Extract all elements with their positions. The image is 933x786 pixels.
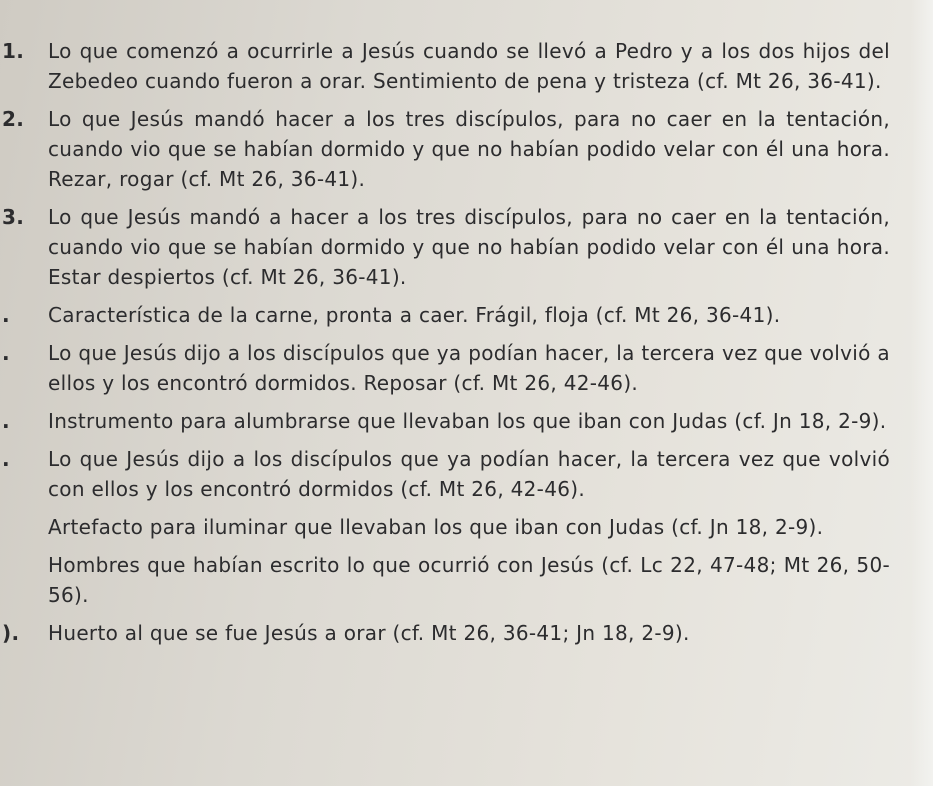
clue-text: Artefacto para iluminar que llevaban los que iban con Judas (cf. Jn 18, 2-9). — [48, 515, 824, 539]
clue-number: ). — [2, 621, 20, 645]
clue-number: . — [2, 447, 10, 471]
clue-item-9 — [0, 550, 890, 610]
clue-item-10 — [0, 618, 890, 648]
clue-item-8 — [0, 512, 890, 542]
clue-item-6 — [0, 406, 890, 436]
clue-text: Instrumento para alumbrarse que llevaban los que iban con Judas (cf. Jn 18, 2-9). — [48, 409, 887, 433]
clue-list — [0, 36, 890, 656]
clue-text: Lo que Jesús dijo a los discípulos que ya podían hacer, la tercera vez que volvió con ellos y los encontró dormidos (cf. Mt 26, 42-46). — [48, 447, 890, 501]
clue-text: Lo que Jesús mandó a hacer a los tres discípulos, para no caer en la tentación, cuando vio que se habían dormido y que no habían podido velar con él una hora. Estar despiertos (cf. Mt 26, 36-41). — [48, 205, 890, 289]
clue-item-3 — [0, 202, 890, 292]
clue-text: Característica de la carne, pronta a caer. Frágil, floja (cf. Mt 26, 36-41). — [48, 303, 781, 327]
clue-text: Lo que Jesús mandó hacer a los tres discípulos, para no caer en la tentación, cuando vio que se habían dormido y que no habían podido velar con él una hora. Rezar, rogar (cf. Mt 26, 36-41). — [48, 107, 890, 191]
clue-text: Hombres que habían escrito lo que ocurrió con Jesús (cf. Lc 22, 47-48; Mt 26, 50-56). — [48, 553, 890, 607]
clue-number: . — [2, 341, 10, 365]
clue-item-4 — [0, 300, 890, 330]
clue-number: . — [2, 303, 10, 327]
clue-item-2 — [0, 104, 890, 194]
page-edge — [911, 0, 933, 786]
clue-number: 2. — [2, 107, 25, 131]
clue-item-1 — [0, 36, 890, 96]
clue-item-7 — [0, 444, 890, 504]
clue-number: 1. — [2, 39, 25, 63]
clue-text: Lo que Jesús dijo a los discípulos que ya podían hacer, la tercera vez que volvió a ellos y los encontró dormidos. Reposar (cf. Mt 26, 42-46). — [48, 341, 890, 395]
clue-text: Huerto al que se fue Jesús a orar (cf. Mt 26, 36-41; Jn 18, 2-9). — [48, 621, 690, 645]
clue-number: . — [2, 409, 10, 433]
clue-text: Lo que comenzó a ocurrirle a Jesús cuando se llevó a Pedro y a los dos hijos del Zebedeo cuando fueron a orar. Sentimiento de pena y tristeza (cf. Mt 26, 36-41). — [48, 39, 890, 93]
clue-number: 3. — [2, 205, 25, 229]
clue-item-5 — [0, 338, 890, 398]
